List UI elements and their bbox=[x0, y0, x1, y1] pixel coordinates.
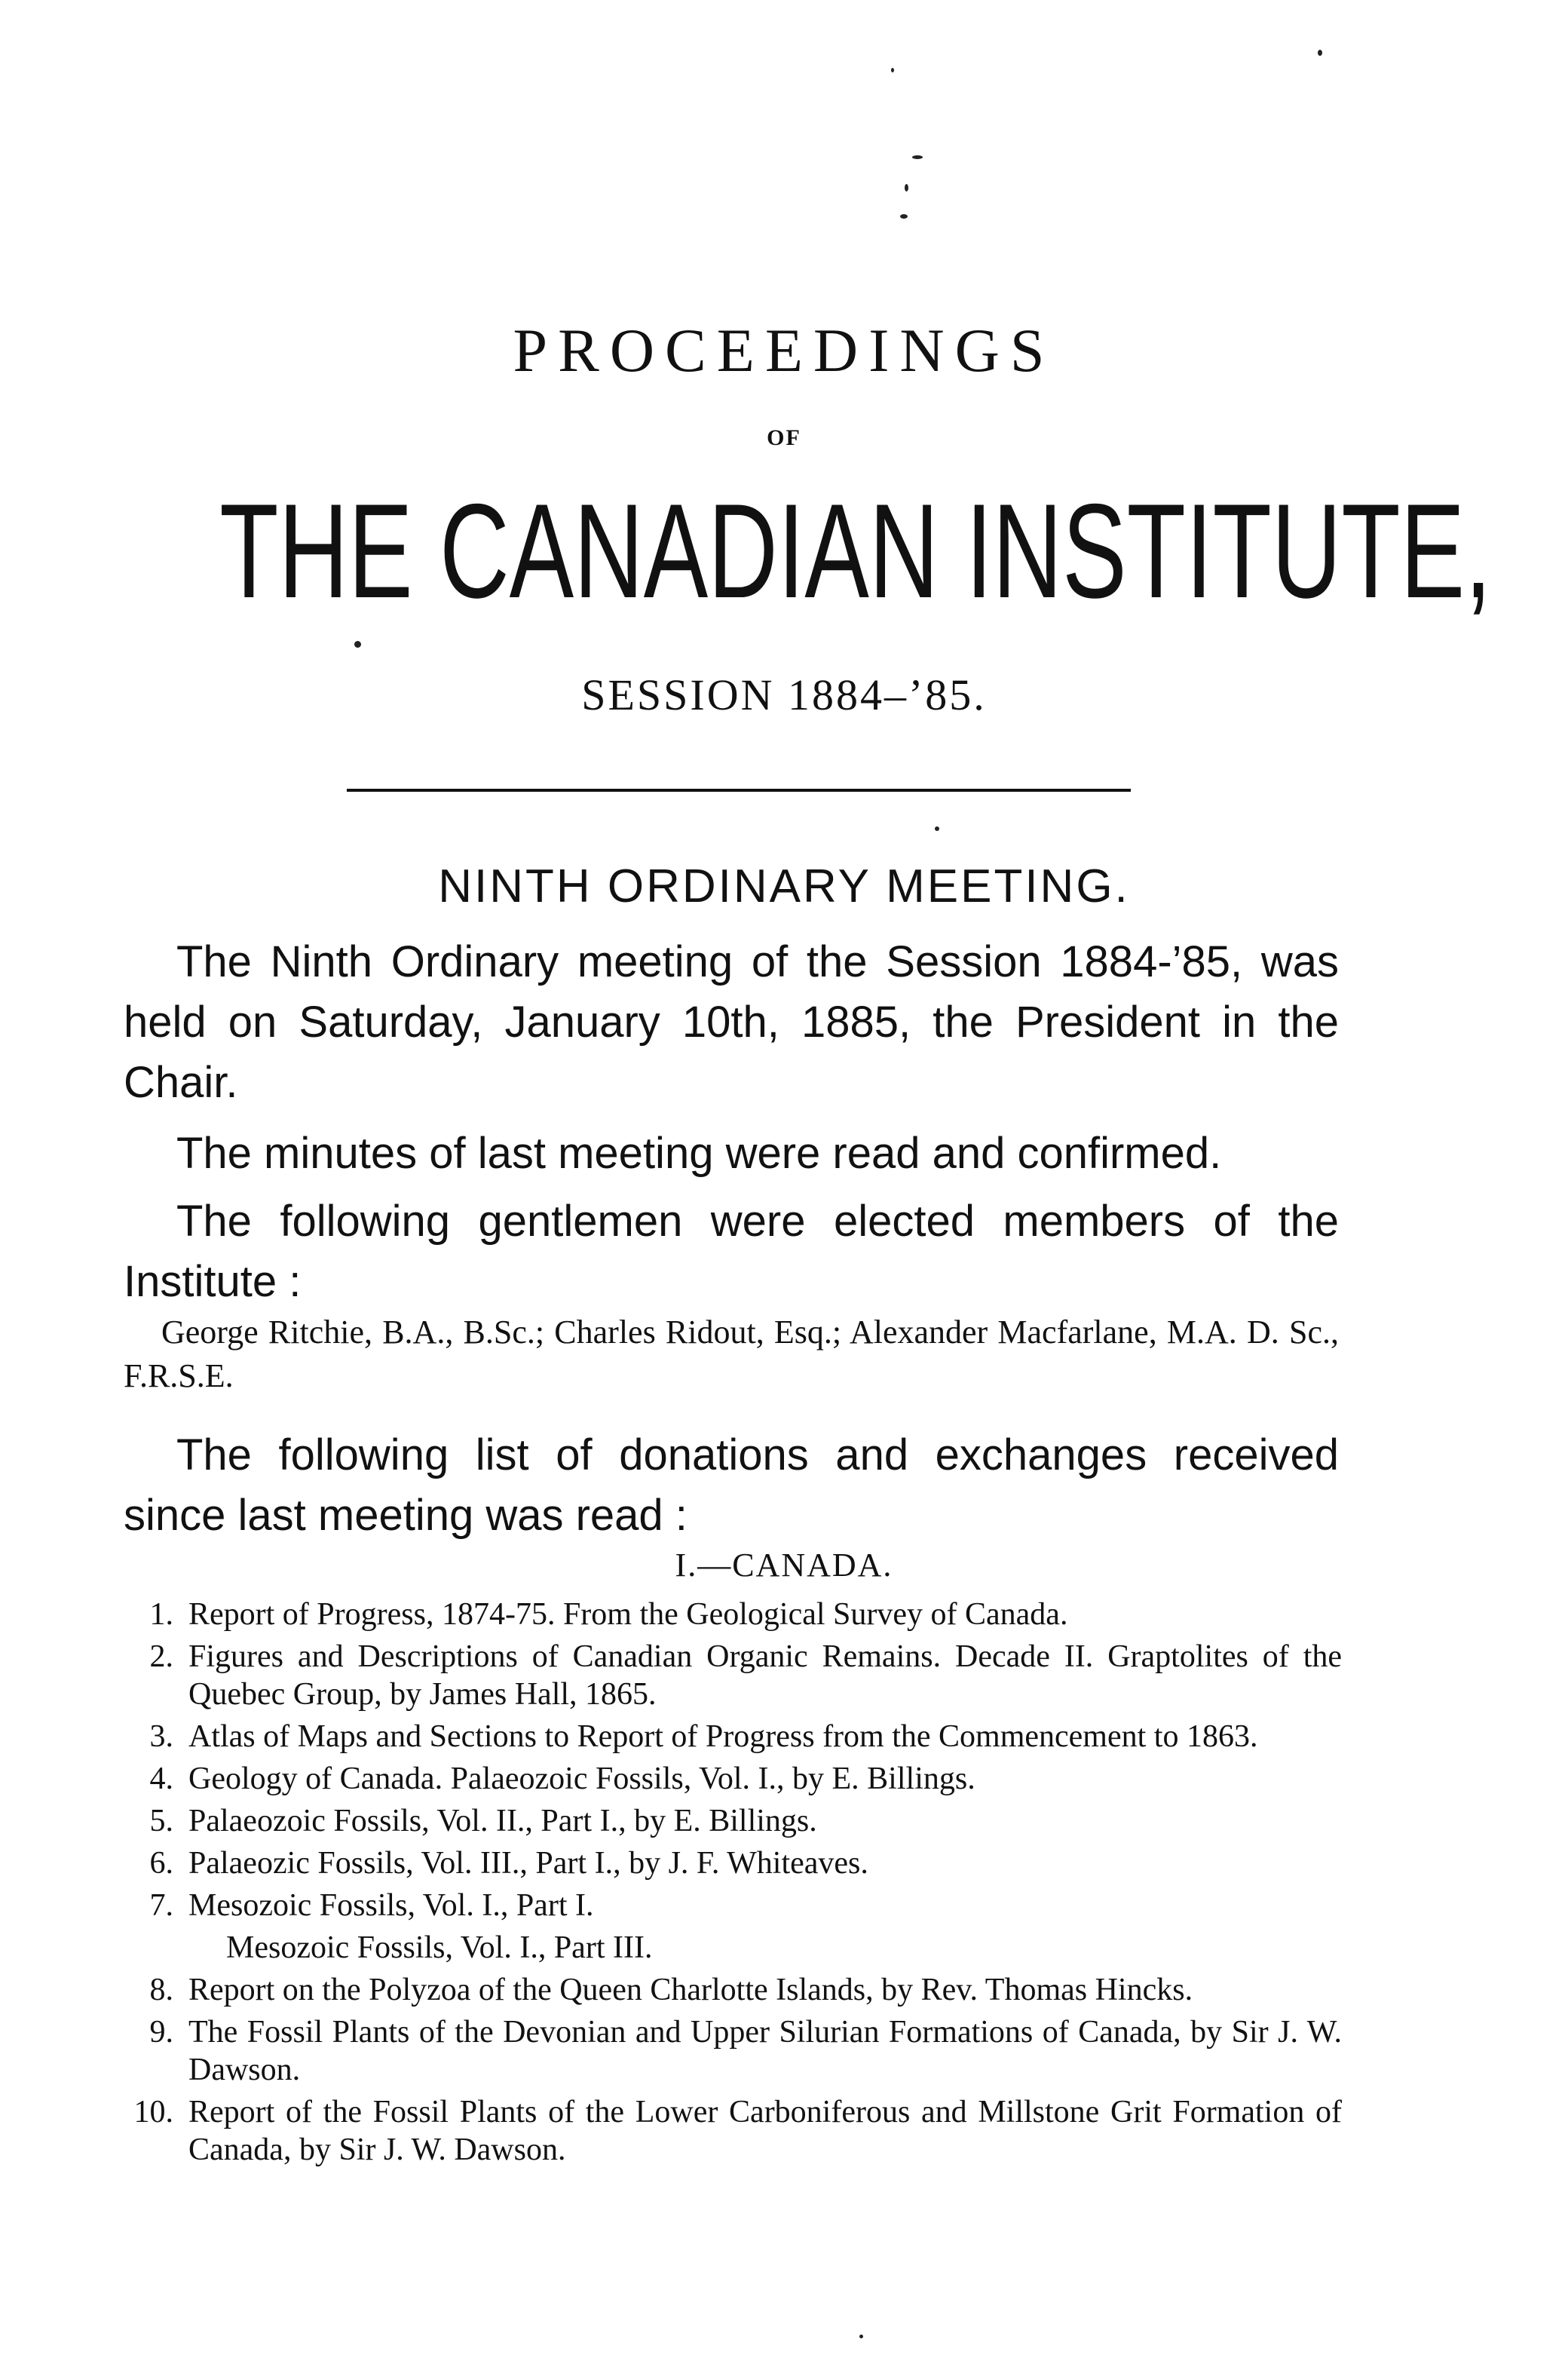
list-item bbox=[121, 2013, 1342, 2089]
item-text: Report of the Fossil Plants of the Lower Carboniferous and Millstone Grit Formation of Canada, by Sir J. W. Dawson. bbox=[188, 2095, 1342, 2167]
print-speck bbox=[354, 641, 361, 648]
item-number: 3. bbox=[149, 1719, 173, 1754]
session-label: SESSION 1884–’85. bbox=[581, 670, 987, 719]
list-item bbox=[121, 1596, 1342, 1633]
item-number: 10. bbox=[133, 2095, 173, 2129]
section-heading: I.—CANADA. bbox=[675, 1547, 893, 1584]
item-number: 7. bbox=[149, 1888, 173, 1923]
item-number: 2. bbox=[149, 1639, 173, 1674]
item-text: Report of Progress, 1874-75. From the Geological Survey of Canada. bbox=[188, 1597, 1068, 1632]
meeting-paragraph-text: The Ninth Ordinary meeting of the Session 1884-’85, was held on Saturday, January 10th, 1885, the President in the Chair. bbox=[124, 937, 1339, 1107]
donation-list bbox=[121, 1596, 1342, 2173]
item-number: 5. bbox=[149, 1804, 173, 1838]
list-item bbox=[121, 1760, 1342, 1798]
item-number: 1. bbox=[149, 1597, 173, 1632]
page-title: PROCEEDINGS bbox=[513, 316, 1055, 385]
item-number: 4. bbox=[149, 1761, 173, 1796]
item-text: Geology of Canada. Palaeozoic Fossils, Vol. I., by E. Billings. bbox=[188, 1761, 975, 1796]
meeting-heading: NINTH ORDINARY MEETING. bbox=[438, 860, 1130, 912]
item-number: 8. bbox=[149, 1973, 173, 2007]
print-speck bbox=[935, 826, 939, 831]
members-list bbox=[124, 1311, 1339, 1398]
list-item bbox=[121, 1887, 1342, 1924]
minutes-paragraph-text: The minutes of last meeting were read and confirmed. bbox=[176, 1129, 1222, 1178]
divider-rule bbox=[347, 789, 1131, 792]
list-item bbox=[121, 1844, 1342, 1882]
institution-name: THE CANADIAN INSTITUTE, bbox=[219, 476, 1492, 626]
title-connector: OF bbox=[767, 425, 801, 450]
print-speck bbox=[900, 214, 908, 219]
list-item bbox=[121, 1929, 1342, 1967]
item-text: Report on the Polyzoa of the Queen Charlotte Islands, by Rev. Thomas Hincks. bbox=[188, 1973, 1193, 2007]
print-speck bbox=[905, 184, 908, 192]
print-speck bbox=[891, 68, 894, 72]
list-item bbox=[121, 1971, 1342, 2009]
election-paragraph bbox=[124, 1191, 1339, 1312]
list-item bbox=[121, 1802, 1342, 1840]
item-text: Figures and Descriptions of Canadian Organic Remains. Decade II. Graptolites of the Quebec Group, by James Hall, 1865. bbox=[188, 1639, 1342, 1712]
item-text: Mesozoic Fossils, Vol. I., Part III. bbox=[226, 1930, 653, 1965]
item-number: 6. bbox=[149, 1846, 173, 1881]
item-text: Atlas of Maps and Sections to Report of Progress from the Commencement to 1863. bbox=[188, 1719, 1258, 1754]
list-item bbox=[121, 1718, 1342, 1755]
list-item bbox=[121, 2093, 1342, 2169]
minutes-paragraph bbox=[124, 1124, 1339, 1184]
list-item bbox=[121, 1638, 1342, 1713]
print-speck bbox=[1318, 50, 1322, 56]
meeting-paragraph bbox=[124, 932, 1339, 1113]
item-text: The Fossil Plants of the Devonian and Upper Silurian Formations of Canada, by Sir J. W. Dawson. bbox=[188, 2015, 1342, 2087]
print-speck bbox=[859, 2335, 863, 2338]
item-text: Palaeozoic Fossils, Vol. II., Part I., by E. Billings. bbox=[188, 1804, 817, 1838]
members-text: George Ritchie, B.A., B.Sc.; Charles Ridout, Esq.; Alexander Macfarlane, M.A. D. Sc., F.R.S.E. bbox=[124, 1314, 1339, 1394]
item-text: Palaeozic Fossils, Vol. III., Part I., by J. F. Whiteaves. bbox=[188, 1846, 868, 1881]
election-paragraph-text: The following gentlemen were elected members of the Institute : bbox=[124, 1197, 1339, 1306]
donations-intro-text: The following list of donations and exchanges received since last meeting was read : bbox=[124, 1430, 1339, 1540]
print-speck bbox=[912, 155, 923, 159]
donations-intro bbox=[124, 1425, 1339, 1546]
item-text: Mesozoic Fossils, Vol. I., Part I. bbox=[188, 1888, 594, 1923]
item-number: 9. bbox=[149, 2015, 173, 2050]
